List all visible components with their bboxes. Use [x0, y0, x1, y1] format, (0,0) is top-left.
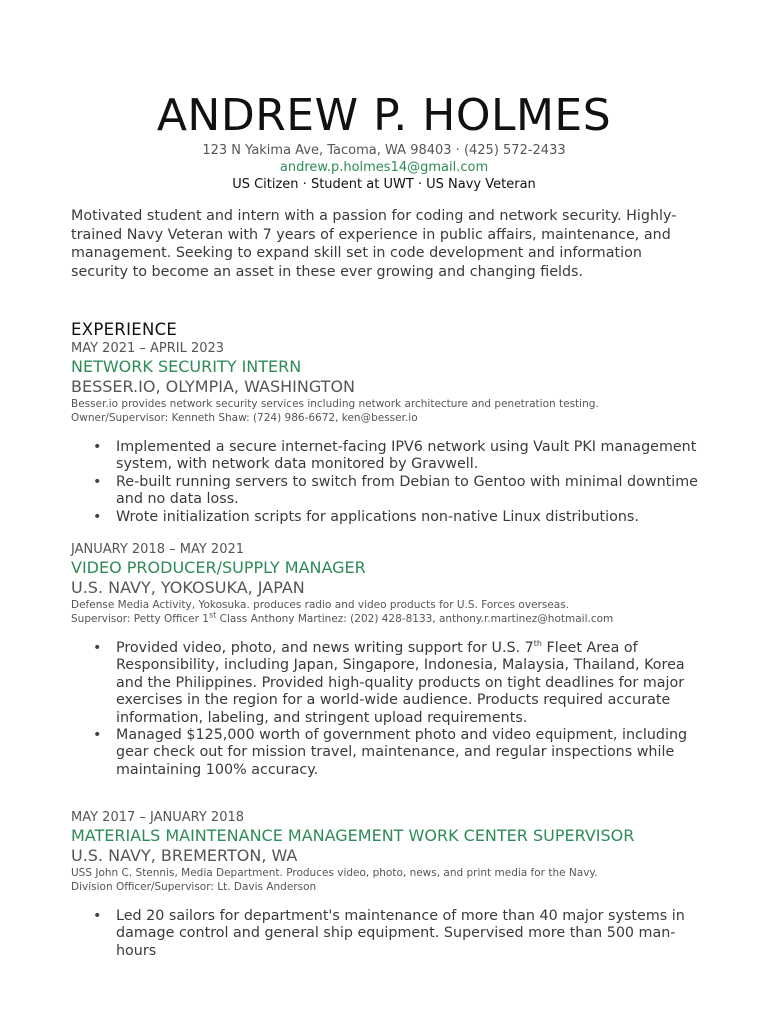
contact-block — [0, 142, 768, 193]
bullet-icon: • — [93, 473, 102, 490]
job-supervisor-text: Class Anthony Martinez: (202) 428-8133, anthony.r.martinez@hotmail.com — [216, 613, 614, 625]
job-organization: U.S. NAVY, BREMERTON, WA — [71, 846, 298, 865]
ordinal-suffix: th — [533, 639, 542, 649]
job-title: MATERIALS MAINTENANCE MANAGEMENT WORK CENTER SUPERVISOR — [71, 826, 635, 845]
job-dates: JANUARY 2018 – MAY 2021 — [71, 542, 245, 557]
job-organization: BESSER.IO, OLYMPIA, WASHINGTON — [71, 377, 355, 396]
job-title: NETWORK SECURITY INTERN — [71, 357, 302, 376]
ordinal-suffix: st — [208, 610, 217, 620]
job-bullet — [71, 640, 711, 727]
job-bullet — [71, 474, 711, 509]
job-description: USS John C. Stennis, Media Department. Produces video, photo, news, and print media for the Navy. — [71, 867, 598, 879]
resume-name: ANDREW P. HOLMES — [156, 90, 612, 141]
job-network-security-intern — [71, 340, 711, 526]
job-bullet — [71, 908, 711, 960]
bullet-icon: • — [93, 508, 102, 525]
job-supervisor: Owner/Supervisor: Kenneth Shaw: (724) 986-6672, ken@besser.io — [71, 412, 418, 424]
job-bullet-text: Managed $125,000 worth of government photo and video equipment, including gear check out for mission travel, maintenance, and regular inspections while maintaining 100% accuracy. — [116, 727, 688, 778]
job-bullet-text: Implemented a secure internet-facing IPV6 network using Vault PKI management system, with network data monitored by Gravwell. — [116, 439, 697, 473]
job-bullet — [71, 727, 711, 779]
job-bullet-list — [71, 908, 711, 960]
contact-address-phone: 123 N Yakima Ave, Tacoma, WA 98403 · (425) 572-2433 — [202, 143, 566, 158]
job-bullet-text: Fleet Area of Responsibility, including Japan, Singapore, Indonesia, Malaysia, Thailand, Korea and the Philippines. Provided high-quality products on tight deadlines for major exercises in the region for a world-wide audience. Products required accurate information, labeling, and stringent upload requirements. — [116, 640, 685, 726]
bullet-icon: • — [93, 727, 102, 744]
job-title: VIDEO PRODUCER/SUPPLY MANAGER — [71, 558, 366, 577]
job-supervisor: Division Officer/Supervisor: Lt. Davis Anderson — [71, 881, 317, 893]
job-materials-maintenance-supervisor — [71, 809, 711, 960]
job-description: Defense Media Activity, Yokosuka. produces radio and video products for U.S. Forces overseas. — [71, 599, 570, 611]
job-dates: MAY 2017 – JANUARY 2018 — [71, 810, 245, 825]
job-supervisor-text: Supervisor: Petty Officer 1 — [71, 613, 209, 625]
job-bullet-text: Led 20 sailors for department's maintenance of more than 40 major systems in damage control and general ship equipment. Supervised more than 500 man-hours — [116, 908, 685, 959]
contact-email[interactable]: andrew.p.holmes14@gmail.com — [279, 160, 489, 175]
job-bullet — [71, 439, 711, 474]
job-bullet-text: Re-built running servers to switch from Debian to Gentoo with minimal downtime and no data loss. — [116, 473, 698, 508]
job-organization: U.S. NAVY, YOKOSUKA, JAPAN — [71, 578, 305, 597]
job-supervisor — [71, 612, 711, 626]
job-bullet-text: Provided video, photo, and news writing support for U.S. 7 — [116, 640, 534, 656]
bullet-icon: • — [93, 640, 102, 656]
job-dates: MAY 2021 – APRIL 2023 — [71, 341, 225, 356]
job-video-producer — [71, 541, 711, 779]
job-bullet — [71, 509, 711, 526]
contact-status: US Citizen · Student at UWT · US Navy Veteran — [232, 177, 536, 192]
bullet-icon: • — [93, 908, 102, 924]
summary-paragraph: Motivated student and intern with a passion for coding and network security. Highly-trained Navy Veteran with 7 years of experience in public affairs, maintenance, and management. Seeking to expand skill set in code development and information security to become an asset in these ever growing and changing fields. — [71, 208, 677, 280]
job-bullet-list — [71, 439, 711, 526]
bullet-icon: • — [93, 439, 102, 455]
experience-heading: EXPERIENCE — [71, 320, 178, 339]
job-description: Besser.io provides network security services including network architecture and penetration testing. — [71, 398, 599, 410]
job-bullet-text: Wrote initialization scripts for applications non-native Linux distributions. — [116, 508, 639, 525]
job-bullet-list — [71, 640, 711, 779]
